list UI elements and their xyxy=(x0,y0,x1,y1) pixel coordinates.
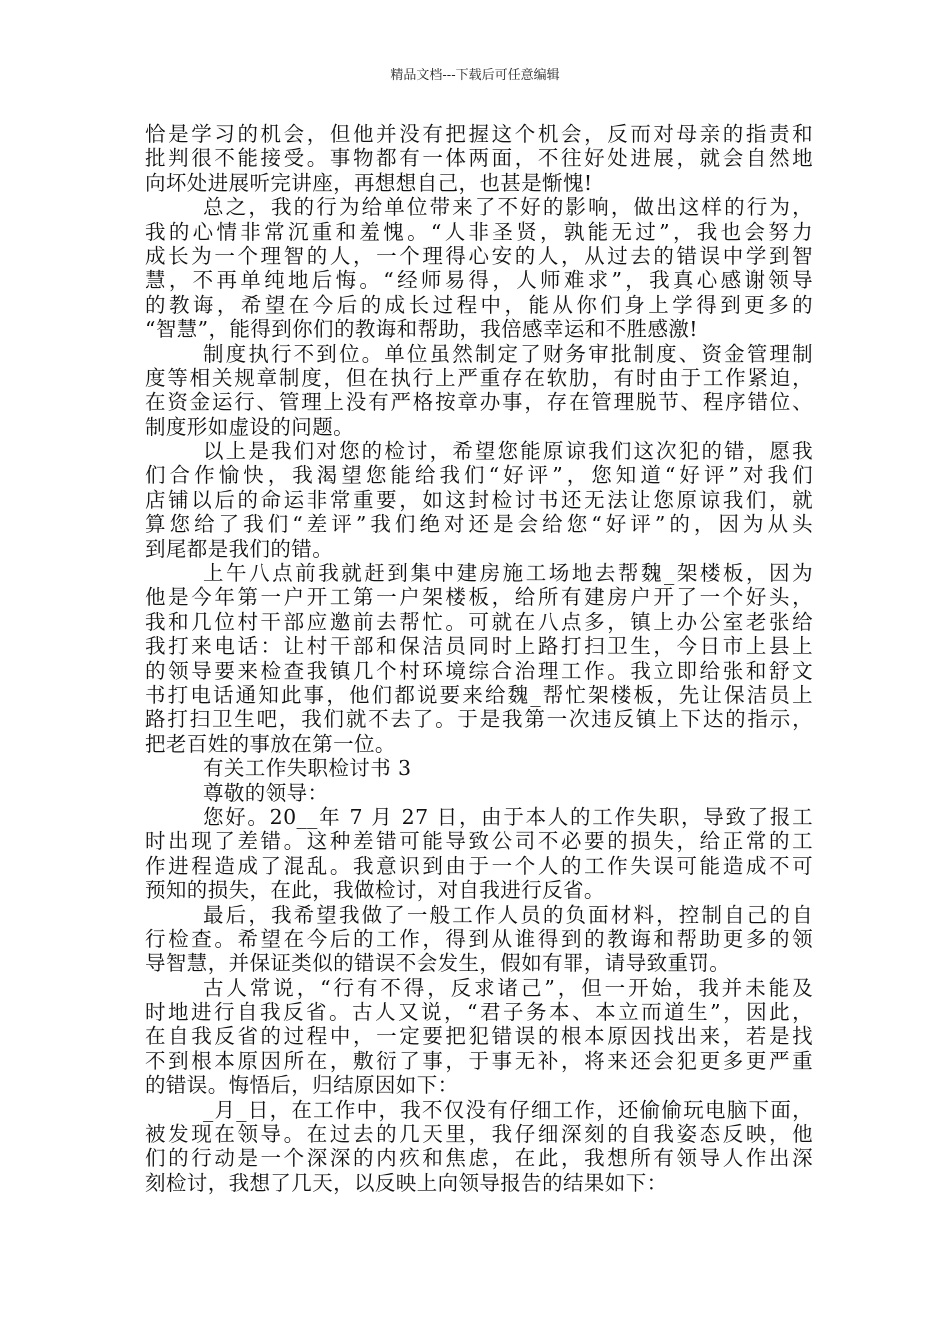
text-line: 我和几位村干部应邀前去帮忙。可就在八点多，镇上办公室老张给 xyxy=(145,609,813,634)
text-line: 批判很不能接受。事物都有一体两面，不往好处进展，就会自然地 xyxy=(145,146,813,171)
text-line: 您好。20__年 7 月 27 日，由于本人的工作失职，导致了报工 xyxy=(203,804,813,829)
text-line: 们的行动是一个深深的内疚和焦虑，在此，我想所有领导人作出深 xyxy=(145,1146,813,1171)
text-line: 被发现在领导。在过去的几天里，我仔细深刻的自我姿态反映，他 xyxy=(145,1122,813,1147)
text-line: 算您给了我们“差评”我们绝对还是会给您“好评”的，因为从头 xyxy=(145,512,813,537)
text-line: 制度执行不到位。单位虽然制定了财务审批制度、资金管理制 xyxy=(203,341,813,366)
text-line: 在资金运行、管理上没有严格按章办事，存在管理脱节、程序错位、 xyxy=(145,390,813,415)
paragraph xyxy=(145,1098,813,1196)
text-line: 有关工作失职检讨书 3 xyxy=(203,756,412,781)
text-line: 时地进行自我反省。古人又说，“君子务本、本立而道生”，因此， xyxy=(145,1000,813,1025)
text-line: 向坏处进展听完讲座，再想想自己，也甚是惭愧! xyxy=(145,170,593,195)
text-line: 把老百姓的事放在第一位。 xyxy=(145,731,396,756)
text-line: 的教诲，希望在今后的成长过程中，能从你们身上学得到更多的 xyxy=(145,292,813,317)
text-line: 在自我反省的过程中，一定要把犯错误的根本原因找出来，若是找 xyxy=(145,1024,813,1049)
text-line: 尊敬的领导： xyxy=(203,780,329,805)
text-line: 成长为一个理智的人，一个理得心安的人，从过去的错误中学到智 xyxy=(145,243,813,268)
text-line: 上午八点前我就赶到集中建房施工场地去帮魏_架楼板，因为 xyxy=(203,561,813,586)
paragraph xyxy=(145,439,813,561)
text-line: 导智慧，并保证类似的错误不会发生，假如有罪，请导致重罚。 xyxy=(145,951,731,976)
text-line: 我打来电话：让村干部和保洁员同时上路打扫卫生，今日市上县上 xyxy=(145,634,813,659)
text-line: 慧，不再单纯地后悔。“经师易得，人师难求”，我真心感谢领导 xyxy=(145,268,813,293)
text-line: 刻检讨，我想了几天，以反映上向领导报告的结果如下： xyxy=(145,1170,668,1195)
paragraph xyxy=(145,756,813,780)
text-line: 不到根本原因所在，敷衍了事，于事无补，将来还会犯更多更严重 xyxy=(145,1048,813,1073)
text-line: 书打电话通知此事，他们都说要来给魏_帮忙架楼板，先让保洁员上 xyxy=(145,682,813,707)
paragraph xyxy=(145,122,813,195)
text-line: 的领导要来检查我镇几个村环境综合治理工作。我立即给张和舒文 xyxy=(145,658,813,683)
document-body xyxy=(145,122,813,1195)
text-line: 古人常说，“行有不得，反求诸己”，但一开始，我并未能及 xyxy=(203,975,813,1000)
text-line: 度等相关规章制度，但在执行上严重存在软肋，有时由于工作紧迫， xyxy=(145,365,813,390)
paragraph xyxy=(145,903,813,976)
paragraph xyxy=(145,342,813,440)
paragraph xyxy=(145,561,813,756)
text-line: 总之，我的行为给单位带来了不好的影响，做出这样的行为， xyxy=(203,195,813,220)
text-line: 预知的损失，在此，我做检讨，对自我进行反省。 xyxy=(145,878,605,903)
page-header: 精品文档---下载后可任意编辑 xyxy=(390,68,560,83)
text-line: 到尾都是我们的错。 xyxy=(145,536,334,561)
paragraph xyxy=(145,781,813,805)
text-line: 的错误。悔悟后，归结原因如下： xyxy=(145,1073,459,1098)
text-line: 店铺以后的命运非常重要，如这封检讨书还无法让您原谅我们，就 xyxy=(145,487,813,512)
text-line: 行检查。希望在今后的工作，得到从谁得到的教诲和帮助更多的领 xyxy=(145,926,813,951)
text-line: 制度形如虚设的问题。 xyxy=(145,414,354,439)
text-line: 路打扫卫生吧，我们就不去了。于是我第一次违反镇上下达的指示， xyxy=(145,707,813,732)
text-line: 我的心情非常沉重和羞愧。“人非圣贤，孰能无过”，我也会努力 xyxy=(145,219,813,244)
text-line: 他是今年第一户开工第一户架楼板，给所有建房户开了一个好头， xyxy=(145,585,813,610)
text-line: 们合作愉快，我渴望您能给我们“好评”，您知道“好评”对我们 xyxy=(145,463,813,488)
text-line: 作进程造成了混乱。我意识到由于一个人的工作失误可能造成不可 xyxy=(145,853,813,878)
paragraph xyxy=(145,805,813,903)
paragraph xyxy=(145,195,813,341)
text-line: “智慧”，能得到你们的教诲和帮助，我倍感幸运和不胜感激! xyxy=(145,317,698,342)
text-line: 时出现了差错。这种差错可能导致公司不必要的损失，给正常的工 xyxy=(145,829,813,854)
text-line: 恰是学习的机会，但他并没有把握这个机会，反而对母亲的指责和 xyxy=(145,122,813,146)
text-line: 以上是我们对您的检讨，希望您能原谅我们这次犯的错，愿我 xyxy=(203,439,813,464)
text-line: _月_日，在工作中，我不仅没有仔细工作，还偷偷玩电脑下面， xyxy=(203,1097,813,1122)
paragraph xyxy=(145,976,813,1098)
text-line: 最后，我希望我做了一般工作人员的负面材料，控制自己的自 xyxy=(203,902,813,927)
